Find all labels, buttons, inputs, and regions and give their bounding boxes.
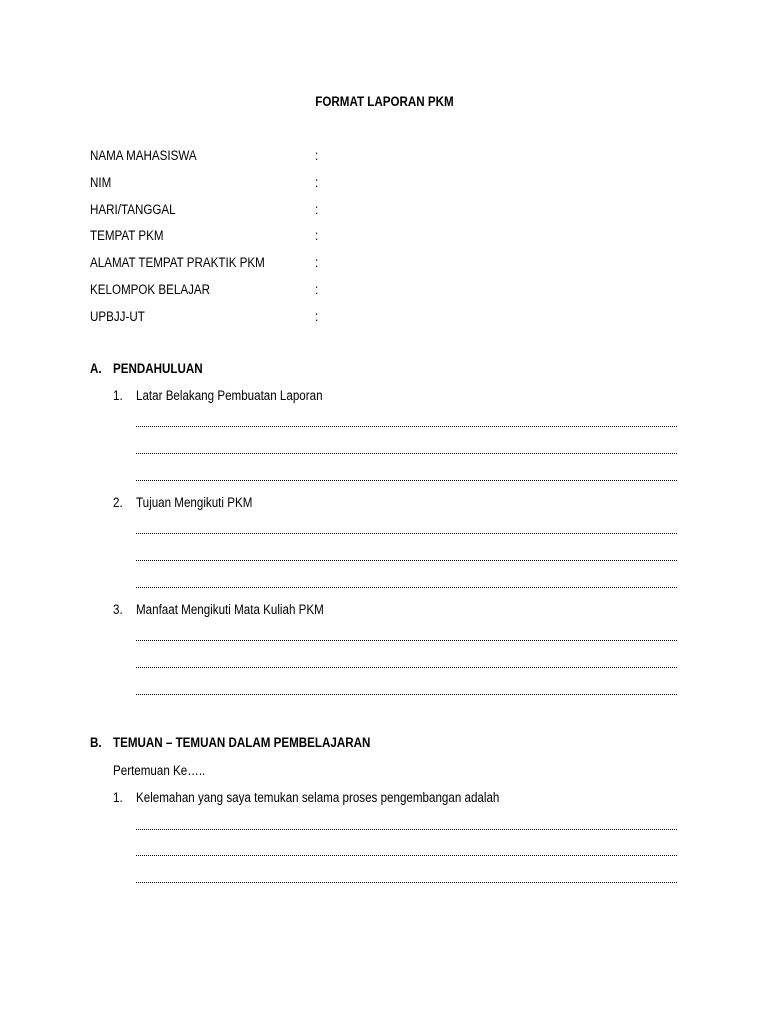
section-a-heading: PENDAHULUAN (113, 361, 203, 376)
field-colon: : (315, 148, 319, 163)
field-label-upbjj-ut: UPBJJ-UT (90, 309, 145, 324)
section-a-letter: A. (90, 361, 102, 376)
field-colon: : (315, 282, 319, 297)
dotted-answer-line (136, 694, 677, 695)
dotted-answer-line (136, 480, 677, 481)
item-text-tujuan: Tujuan Mengikuti PKM (136, 495, 253, 510)
document-title (0, 94, 768, 110)
dotted-answer-line (136, 855, 677, 856)
dotted-answer-line (136, 560, 677, 561)
item-text-manfaat: Manfaat Mengikuti Mata Kuliah PKM (136, 602, 324, 617)
item-text-latar-belakang: Latar Belakang Pembuatan Laporan (136, 388, 323, 403)
dotted-answer-line (136, 587, 677, 588)
dotted-answer-line (136, 426, 677, 427)
dotted-answer-line (136, 829, 677, 830)
dotted-answer-line (136, 882, 677, 883)
item-number: 2. (113, 495, 123, 510)
field-colon: : (315, 255, 319, 270)
item-text-kelemahan: Kelemahan yang saya temukan selama proses pengembangan adalah (136, 790, 500, 805)
document-title-text: FORMAT LAPORAN PKM (314, 94, 454, 109)
dotted-answer-line (136, 533, 677, 534)
field-colon: : (315, 202, 319, 217)
dotted-answer-line (136, 667, 677, 668)
field-label-hari-tanggal: HARI/TANGGAL (90, 202, 176, 217)
field-label-nim: NIM (90, 175, 112, 190)
field-label-alamat-tempat-praktik: ALAMAT TEMPAT PRAKTIK PKM (90, 255, 265, 270)
field-label-tempat-pkm: TEMPAT PKM (90, 228, 164, 243)
field-label-kelompok-belajar: KELOMPOK BELAJAR (90, 282, 211, 297)
meeting-label: Pertemuan Ke….. (113, 763, 206, 778)
section-b-letter: B. (90, 735, 102, 750)
section-b-heading: TEMUAN – TEMUAN DALAM PEMBELAJARAN (113, 735, 371, 750)
field-label-nama-mahasiswa: NAMA MAHASISWA (90, 148, 197, 163)
dotted-answer-line (136, 453, 677, 454)
item-number: 1. (113, 790, 123, 805)
item-number: 3. (113, 602, 123, 617)
field-colon: : (315, 228, 319, 243)
field-colon: : (315, 175, 319, 190)
field-colon: : (315, 309, 319, 324)
dotted-answer-line (136, 640, 677, 641)
item-number: 1. (113, 388, 123, 403)
